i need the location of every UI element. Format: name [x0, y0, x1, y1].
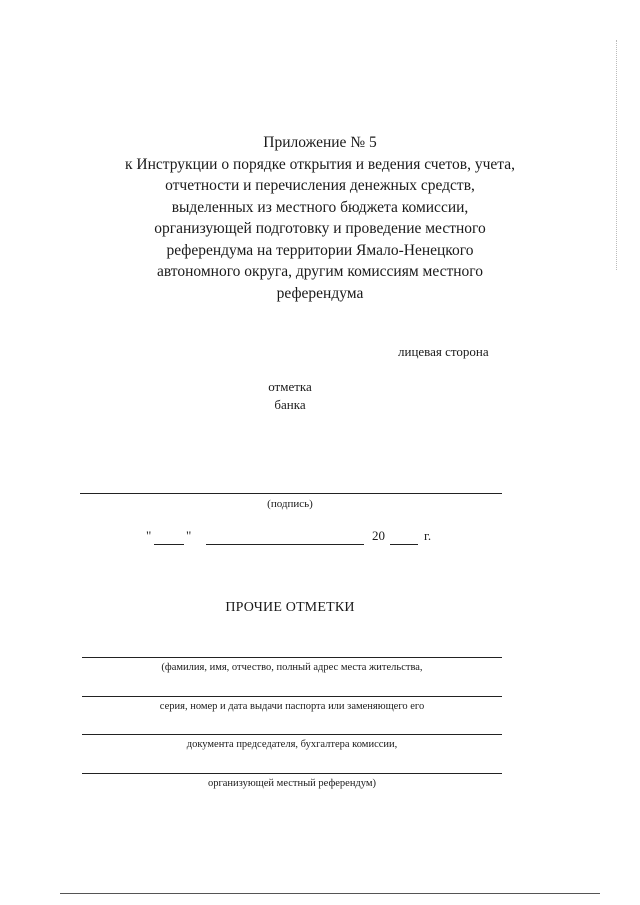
other-marks-caption-1: (фамилия, имя, отчество, полный адрес места жительства, — [161, 662, 423, 673]
face-side-label: лицевая сторона — [398, 344, 489, 359]
year-blank — [390, 544, 418, 545]
signature-line — [80, 493, 502, 494]
header-line: организующей подготовку и проведение местного — [154, 220, 486, 237]
other-marks-caption-2: серия, номер и дата выдачи паспорта или заменяющего его — [159, 701, 425, 712]
page-right-edge — [616, 40, 617, 270]
other-marks-line-1 — [82, 657, 502, 658]
header-line: к Инструкции о порядке открытия и ведения счетов, учета, — [125, 155, 515, 173]
bank-mark-line1: отметка — [268, 379, 312, 394]
header-line: референдума — [276, 284, 364, 302]
other-marks-line-4 — [82, 773, 502, 774]
date-field — [140, 528, 460, 548]
signature-caption: (подпись) — [267, 498, 313, 510]
other-marks-title: ПРОЧИЕ ОТМЕТКИ — [225, 600, 355, 615]
date-quote-open: " — [146, 528, 152, 543]
day-blank — [154, 544, 184, 545]
header-line: выделенных из местного бюджета комиссии, — [171, 198, 469, 216]
date-quote-close: " — [186, 528, 192, 543]
other-marks-caption-4: организующей местный референдум) — [207, 778, 377, 789]
month-blank — [206, 544, 364, 545]
page-bottom-edge — [60, 893, 600, 894]
header-line: автономного округа, другим комиссиям местного — [156, 263, 484, 280]
other-marks-line-2 — [82, 696, 502, 697]
bank-mark-line2: банка — [274, 397, 306, 412]
year-suffix: г. — [424, 528, 432, 543]
other-marks-caption-3: документа председателя, бухгалтера комиссии, — [186, 739, 398, 750]
header-line: отчетности и перечисления денежных средств, — [165, 177, 475, 194]
other-marks-line-3 — [82, 734, 502, 735]
header-line: референдума на территории Ямало-Ненецкого — [166, 241, 474, 259]
appendix-number: Приложение № 5 — [263, 134, 377, 151]
document-header — [60, 132, 580, 304]
year-prefix: 20 — [372, 528, 385, 543]
bank-mark-label — [240, 378, 340, 414]
